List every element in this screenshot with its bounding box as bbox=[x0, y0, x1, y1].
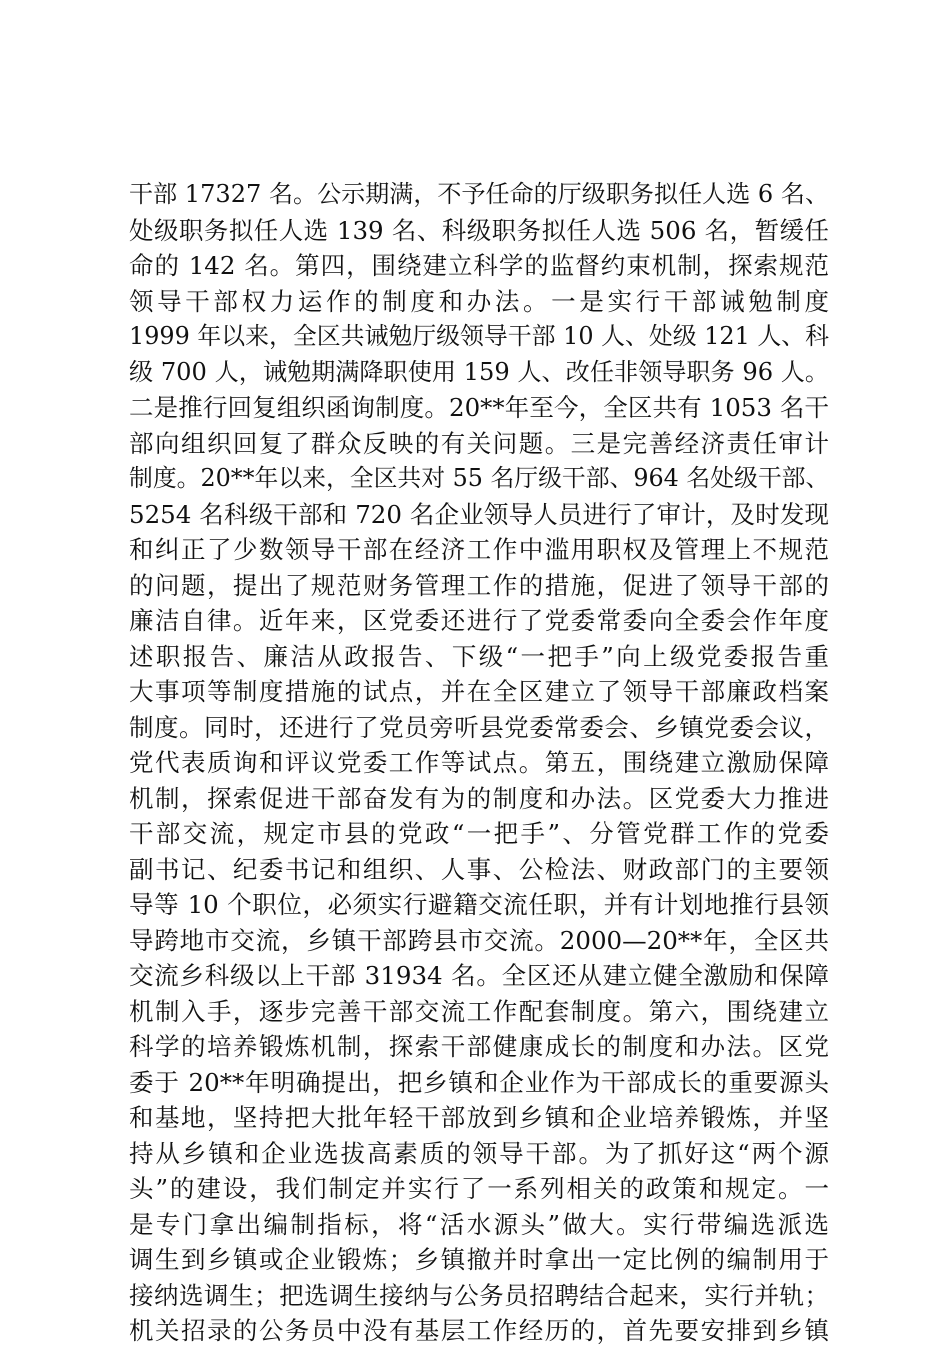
text-line: 和纠正了少数领导干部在经济工作中滥用职权及管理上不规范 bbox=[129, 535, 829, 564]
text-line: 廉洁自律。近年来，区党委还进行了党委常委向全委会作年度 bbox=[129, 606, 829, 635]
text-line: 命的 142 名。第四，围绕建立科学的监督约束机制，探索规范 bbox=[129, 251, 829, 280]
text-line: 处级职务拟任人选 139 名、科级职务拟任人选 506 名，暂缓任 bbox=[129, 215, 829, 245]
text-line: 交流乡科级以上干部 31934 名。全区还从建立健全激励和保障 bbox=[129, 961, 829, 990]
text-line: 干部交流，规定市县的党政“一把手”、分管党群工作的党委 bbox=[129, 819, 829, 848]
text-line: 接纳选调生；把选调生接纳与公务员招聘结合起来，实行并轨； bbox=[129, 1280, 829, 1310]
text-line: 的问题，提出了规范财务管理工作的措施，促进了领导干部的 bbox=[129, 570, 829, 600]
text-line: 委于 20**年明确提出，把乡镇和企业作为干部成长的重要源头 bbox=[129, 1067, 829, 1097]
text-line: 制度。20**年以来，全区共对 55 名厅级干部、964 名处级干部、 bbox=[129, 464, 830, 492]
text-line: 导等 10 个职位，必须实行避籍交流任职，并有计划地推行县领 bbox=[129, 890, 829, 919]
body-text bbox=[129, 177, 829, 1349]
text-line: 机制入手，逐步完善干部交流工作配套制度。第六，围绕建立 bbox=[129, 996, 829, 1026]
text-line: 述职报告、廉洁从政报告、下级“一把手”向上级党委报告重 bbox=[129, 641, 829, 671]
text-line: 机关招录的公务员中没有基层工作经历的，首先要安排到乡镇 bbox=[129, 1316, 829, 1345]
text-line: 大事项等制度措施的试点，并在全区建立了领导干部廉政档案 bbox=[129, 677, 829, 706]
text-line: 领导干部权力运作的制度和办法。一是实行干部诫勉制度 bbox=[129, 286, 829, 316]
text-line: 科学的培养锻炼机制，探索干部健康成长的制度和办法。区党 bbox=[129, 1032, 829, 1061]
text-line: 级 700 人，诫勉期满降职使用 159 人、改任非领导职务 96 人。 bbox=[129, 357, 830, 386]
text-line: 部向组织回复了群众反映的有关问题。三是完善经济责任审计 bbox=[129, 428, 829, 458]
text-line: 1999 年以来，全区共诫勉厅级领导干部 10 人、处级 121 人、科 bbox=[129, 322, 829, 350]
text-line: 机制，探索促进干部奋发有为的制度和办法。区党委大力推进 bbox=[129, 783, 829, 813]
text-line: 5254 名科级干部和 720 名企业领导人员进行了审计，及时发现 bbox=[129, 499, 829, 529]
text-line: 头”的建设，我们制定并实行了一系列相关的政策和规定。一 bbox=[129, 1174, 829, 1203]
text-line: 导跨地市交流，乡镇干部跨县市交流。2000—20**年，全区共 bbox=[129, 925, 829, 955]
text-line: 二是推行回复组织函询制度。20**年至今，全区共有 1053 名干 bbox=[129, 393, 829, 422]
text-line: 制度。同时，还进行了党员旁听县党委常委会、乡镇党委会议， bbox=[129, 712, 829, 742]
text-line: 和基地，坚持把大批年轻干部放到乡镇和企业培养锻炼，并坚 bbox=[129, 1103, 829, 1132]
text-line: 持从乡镇和企业选拔高素质的领导干部。为了抓好这“两个源 bbox=[129, 1138, 829, 1168]
text-line: 是专门拿出编制指标，将“活水源头”做大。实行带编选派选 bbox=[129, 1209, 829, 1239]
text-line: 调生到乡镇或企业锻炼；乡镇撤并时拿出一定比例的编制用于 bbox=[129, 1245, 829, 1274]
text-line: 干部 17327 名。公示期满，不予任命的厅级职务拟任人选 6 名、 bbox=[129, 180, 829, 208]
text-line: 副书记、纪委书记和组织、人事、公检法、财政部门的主要领 bbox=[129, 854, 829, 884]
text-line: 党代表质询和评议党委工作等试点。第五，围绕建立激励保障 bbox=[129, 748, 829, 777]
